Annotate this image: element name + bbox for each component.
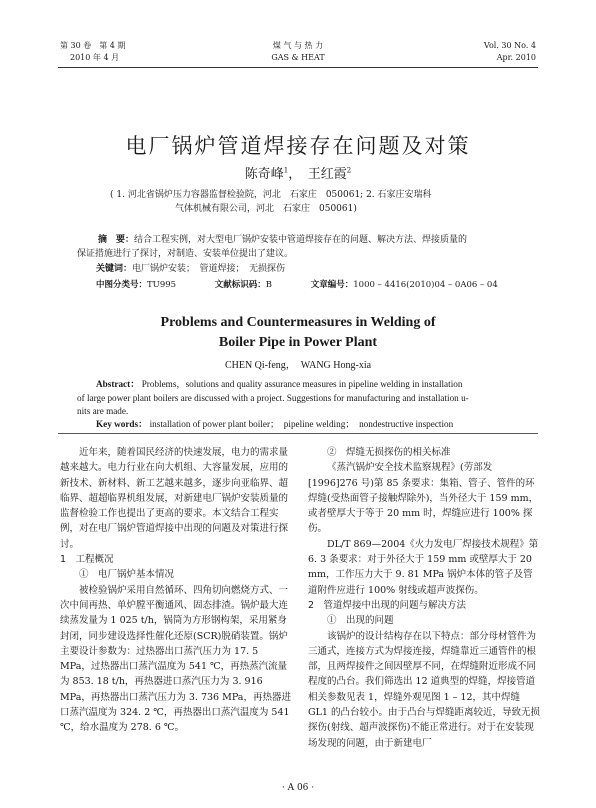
title-en-line-2: Boiler Pipe in Power Plant — [218, 335, 378, 350]
author-1: 陈奇峰 — [244, 167, 284, 182]
body-column-left — [60, 445, 292, 736]
section-heading: 2 管道焊接中出现的问题与解决方法 — [308, 599, 467, 611]
body-column-right — [308, 445, 540, 751]
body-paragraph: 近年来，随着国民经济的快速发展，电力的需求量越来越大。电力行业在向大机组、大容量发展，应用的新技术、新材料、新工艺越来越多，逐步向亚临界、超临界、超超临界机组发展，对新建电厂锅炉安装质量的监督检验工作也提出了更高的要求。本文结合工程实例，对在电厂锅炉管道焊接中出现的问题及对策进行探讨。 — [60, 447, 289, 550]
affiliation-line-1: ( 1. 河北省锅炉压力容器监督检验院，河北 石家庄 050061; 2. 石家庄安瑞科 — [110, 190, 432, 200]
keywords-en — [96, 418, 540, 432]
abstract-divider — [58, 433, 538, 434]
body-paragraph: DL/T 869—2004《火力发电厂焊接技术规程》第 6. 3 条要求：对于外径大于 159 mm 或壁厚大于 20 mm，工作压力大于 9. 81 MPa 锅炉本体的管子及管道附件应进行 100% 射线或超声波探伤。 — [308, 538, 539, 596]
header-divider — [58, 67, 538, 68]
body-paragraph: 《蒸汽锅炉安全技术监察规程》(劳部发[1996]276 号)第 85 条要求：集箱、管子、管件的环焊缝(受热面管子接触焊除外)，当外径大于 159 mm，或者壁厚大于等于 20 mm 时，焊缝应进行 100% 探伤。 — [308, 462, 539, 535]
authors-en: CHEN Qi-feng， WANG Hong-xia — [224, 360, 372, 371]
title-cn: 电厂锅炉管道焊接存在问题及对策 — [125, 134, 471, 158]
abstract-en-line-2: of large power plant boilers are discussed with a project. Suggestions for manufacturing and installation u- — [77, 393, 469, 403]
classification-row — [96, 278, 540, 292]
subsection-heading: ② 焊缝无损探伤的相关标准 — [327, 447, 451, 458]
subsection-heading: ① 出现的问题 — [327, 615, 394, 627]
article-id-label: 文章编号： — [310, 280, 354, 290]
abstract-cn-line-1 — [77, 233, 521, 247]
doc-code-value: B — [265, 280, 273, 290]
keywords-cn — [96, 262, 540, 276]
doc-code-label: 文献标识码： — [214, 280, 266, 290]
clc-label: 中图分类号： — [96, 280, 148, 290]
clc-value: TU995 — [147, 280, 177, 290]
body-paragraph: 被检验锅炉采用自然循环、四角切向燃烧方式、一次中间再热、单炉膛平衡通风、固态排渣。锅炉最大连续蒸发量为 1 025 t/h，锅筒为方形钢构架，采用紧身封闭，同步建设选择性催化还原(SCR)脱硝装置。锅炉主要设计参数为：过热器出口蒸汽压力为 17. 5 MPa，过热器出口蒸汽温度为 541 ℃，再热蒸汽流量为 853. 18 t/h，再热器进口蒸汽压力为 3. 916 MPa，再热器出口蒸汽压力为 3. 736 MPa，再热器进口蒸汽温度为 324. 2 ℃，再热器出口蒸汽温度为 541 ℃，给水温度为 278. 6 ℃。 — [60, 584, 291, 734]
journal-name-en: GAS & HEAT — [271, 53, 325, 62]
authors-cn — [0, 163, 596, 182]
author-separator: ， — [288, 167, 308, 182]
keywords-cn-label: 关键词： — [96, 264, 133, 274]
page-number: · A 06 · — [281, 783, 315, 793]
subsection-heading: ① 电厂锅炉基本情况 — [79, 569, 175, 581]
header-right — [484, 40, 536, 64]
keywords-en-label: Key words： — [96, 419, 148, 429]
body-paragraph: 该锅炉的设计结构存在以下特点：部分母材管件为三通式，连接方式为焊接连接，焊缝靠近三通管件的根部，且两焊接件之间因壁厚不同，在焊缝附近形成不同程度的凸台。我们筛选出 12 道典型的焊缝，焊接管道相关参数见表 1，焊缝外观见图 1 – 12，其中焊缝 GL1 的凸台较小。由于凸台与焊缝距离较近，导致无损探伤(射线、超声波探伤)不能正常进行。对于在安装现场发现的问题，由于新建电厂 — [308, 630, 540, 749]
publication-date: 2010 年 4 月 — [70, 53, 120, 62]
journal-name-cn: 煤 气 与 热 力 — [272, 41, 324, 50]
abstract-en-text-1: Problems，solutions and quality assurance measures in pipeline welding in installation — [141, 379, 463, 389]
publication-date-en: Apr. 2010 — [496, 53, 536, 62]
volume-issue: 第 30 卷 第 4 期 — [60, 41, 126, 50]
abstract-en-label: Abstract： — [96, 379, 140, 389]
title-en-line-1: Problems and Countermeasures in Welding of — [160, 315, 436, 330]
volume-issue-en: Vol. 30 No. 4 — [483, 41, 536, 50]
abstract-en-line-1 — [96, 378, 521, 392]
keywords-cn-text: 电厂锅炉安装； 管道焊接； 无损探伤 — [132, 264, 286, 274]
author-2-affil: 2 — [346, 166, 352, 175]
affiliation-line-2: 气体机械有限公司，河北 石家庄 050061) — [175, 204, 357, 214]
abstract-cn-label: 摘 要： — [98, 235, 135, 245]
author-2: 王红霞 — [307, 167, 347, 182]
abstract-en-line-3: nits are made. — [77, 406, 129, 416]
section-heading: 1 工程概况 — [60, 554, 114, 566]
author-1-affil: 1 — [283, 166, 289, 175]
article-id-value: 1000 – 4416(2010)04 – 0A06 – 04 — [353, 280, 498, 290]
abstract-cn-line-2: 保证措施进行了探讨，对制造、安装单位提出了建议。 — [77, 249, 294, 259]
keywords-en-text: installation of power plant boiler； pipeline welding； nondestructive inspection — [149, 419, 454, 429]
abstract-cn-text-1: 结合工程实例，对大型电厂锅炉安装中管道焊接存在的问题、解决方法、焊接质量的 — [134, 235, 468, 245]
